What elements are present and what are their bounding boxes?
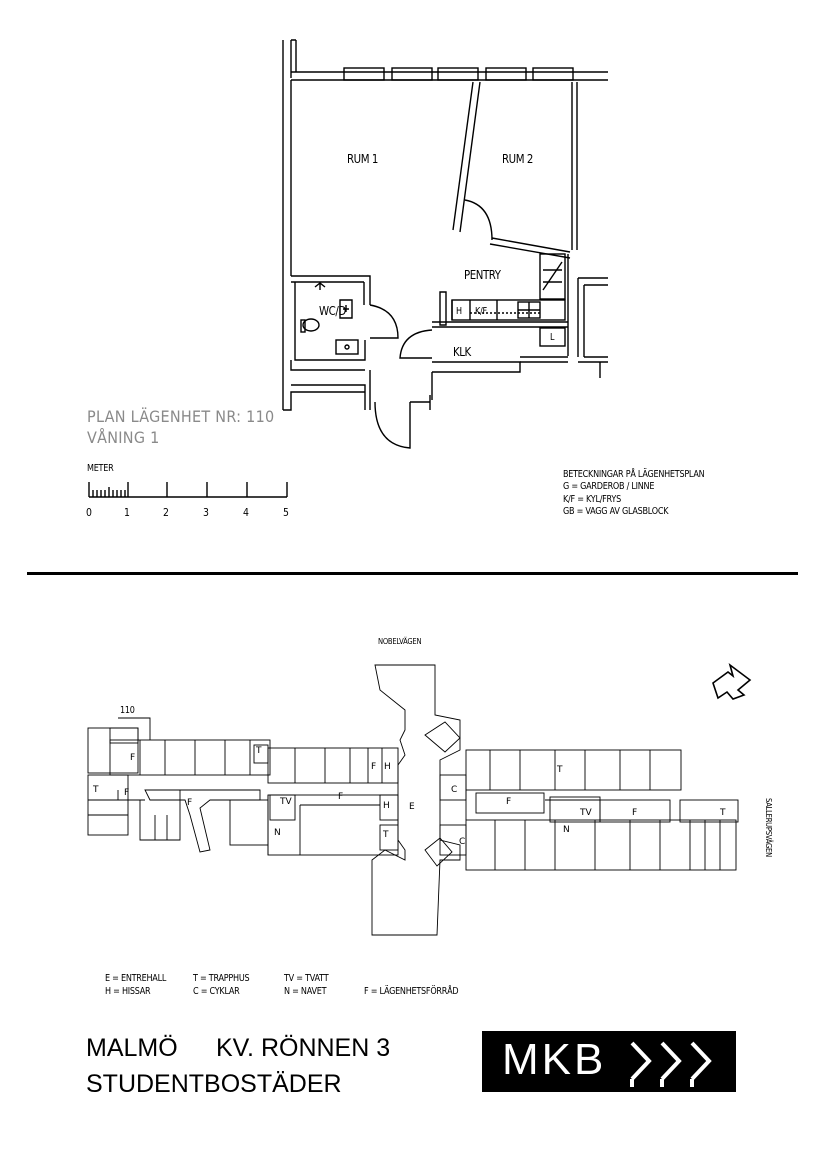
site-tag-h: H xyxy=(384,762,391,772)
wall xyxy=(578,357,608,362)
site-tag-t: T xyxy=(383,830,389,840)
legend-site-item: T = TRAPPHUS xyxy=(193,973,250,984)
scale-tick-3: 3 xyxy=(203,506,209,519)
legend-site-item: H = HISSAR xyxy=(105,986,151,997)
room-label-rum1: RUM 1 xyxy=(347,152,378,166)
footer-subtitle: STUDENTBOSTÄDER xyxy=(86,1070,342,1098)
legend-site-item: E = ENTREHALL xyxy=(105,973,167,984)
door xyxy=(375,402,410,448)
site-tag-f: F xyxy=(338,792,344,802)
site-tag-h: H xyxy=(383,801,390,811)
legend-site-item: TV = TVÄTT xyxy=(284,973,329,984)
legend-site-item: C = CYKLAR xyxy=(193,986,240,997)
wall xyxy=(572,82,577,250)
site-tag-n: N xyxy=(274,828,281,838)
site-tag-tv: TV xyxy=(280,797,292,807)
wall xyxy=(520,357,568,362)
legend-apartment-title: BETECKNINGAR PÅ LÄGENHETSPLAN xyxy=(563,469,705,480)
wall xyxy=(291,276,370,290)
legend-apartment-line: G = GARDEROB / LINNE xyxy=(563,481,655,492)
wall xyxy=(291,40,296,72)
scale-tick-4: 4 xyxy=(243,506,249,519)
unit-number-marker: 110 xyxy=(120,705,135,716)
scale-tick-1: 1 xyxy=(124,506,130,519)
site-tag-t: T xyxy=(256,746,262,756)
legend-site-item: F = LÄGENHETSFÖRRÅD xyxy=(364,986,459,997)
fixture-label-h: H xyxy=(456,306,462,317)
site-tag-f: F xyxy=(632,808,638,818)
site-tag-e: E xyxy=(409,802,415,812)
site-tag-t: T xyxy=(557,765,563,775)
fixture-label-kf: K/F xyxy=(475,306,487,317)
legend-site-item: N = NAVET xyxy=(284,986,327,997)
site-tag-n: N xyxy=(563,825,570,835)
room-label-rum2: RUM 2 xyxy=(502,152,533,166)
site-tag-c: C xyxy=(451,785,458,795)
section-divider xyxy=(27,572,798,575)
street-label-right: SALLERUPSVÄGEN xyxy=(764,798,773,857)
mkb-logo xyxy=(482,1031,736,1092)
site-tag-f: F xyxy=(371,762,377,772)
wall xyxy=(432,362,520,372)
wall xyxy=(490,238,570,258)
wall xyxy=(432,322,568,327)
scale-tick-5: 5 xyxy=(283,506,289,519)
wall xyxy=(453,82,480,232)
logo-text: MKB xyxy=(502,1035,607,1084)
floor-label: VÅNING 1 xyxy=(87,428,160,447)
scale-tick-2: 2 xyxy=(163,506,169,519)
room-label-pentry: PENTRY xyxy=(464,268,501,282)
door xyxy=(370,305,398,338)
legend-apartment-line: K/F = KYL/FRYS xyxy=(563,494,621,505)
room-label-klk: KLK xyxy=(453,345,471,359)
site-tag-f: F xyxy=(130,753,136,763)
room-label-wcd: WC/D xyxy=(319,304,346,318)
wall xyxy=(291,360,365,370)
site-tag-t: T xyxy=(720,808,726,818)
street-label-top: NOBELVÄGEN xyxy=(378,637,422,646)
site-tag-f: F xyxy=(506,797,512,807)
site-tag-c: C xyxy=(459,837,466,847)
door xyxy=(400,330,432,358)
site-tag-f: F xyxy=(124,788,130,798)
footer-property: KV. RÖNNEN 3 xyxy=(216,1034,391,1062)
scale-tick-0: 0 xyxy=(86,506,92,519)
wall xyxy=(283,385,365,410)
wall xyxy=(410,395,430,410)
door xyxy=(465,200,492,240)
plan-title: PLAN LÄGENHET NR: 110 xyxy=(87,407,275,426)
scale-label: METER xyxy=(87,463,114,474)
fixture-label-l: L xyxy=(550,332,555,343)
site-tag-f: F xyxy=(187,798,193,808)
wall xyxy=(578,278,608,357)
legend-apartment-line: GB = VÄGG AV GLASBLOCK xyxy=(563,506,669,517)
footer-city: MALMÖ xyxy=(86,1034,178,1062)
logo-arrows-icon xyxy=(482,1031,736,1092)
site-tag-t: T xyxy=(93,785,99,795)
site-tag-tv: TV xyxy=(580,808,592,818)
